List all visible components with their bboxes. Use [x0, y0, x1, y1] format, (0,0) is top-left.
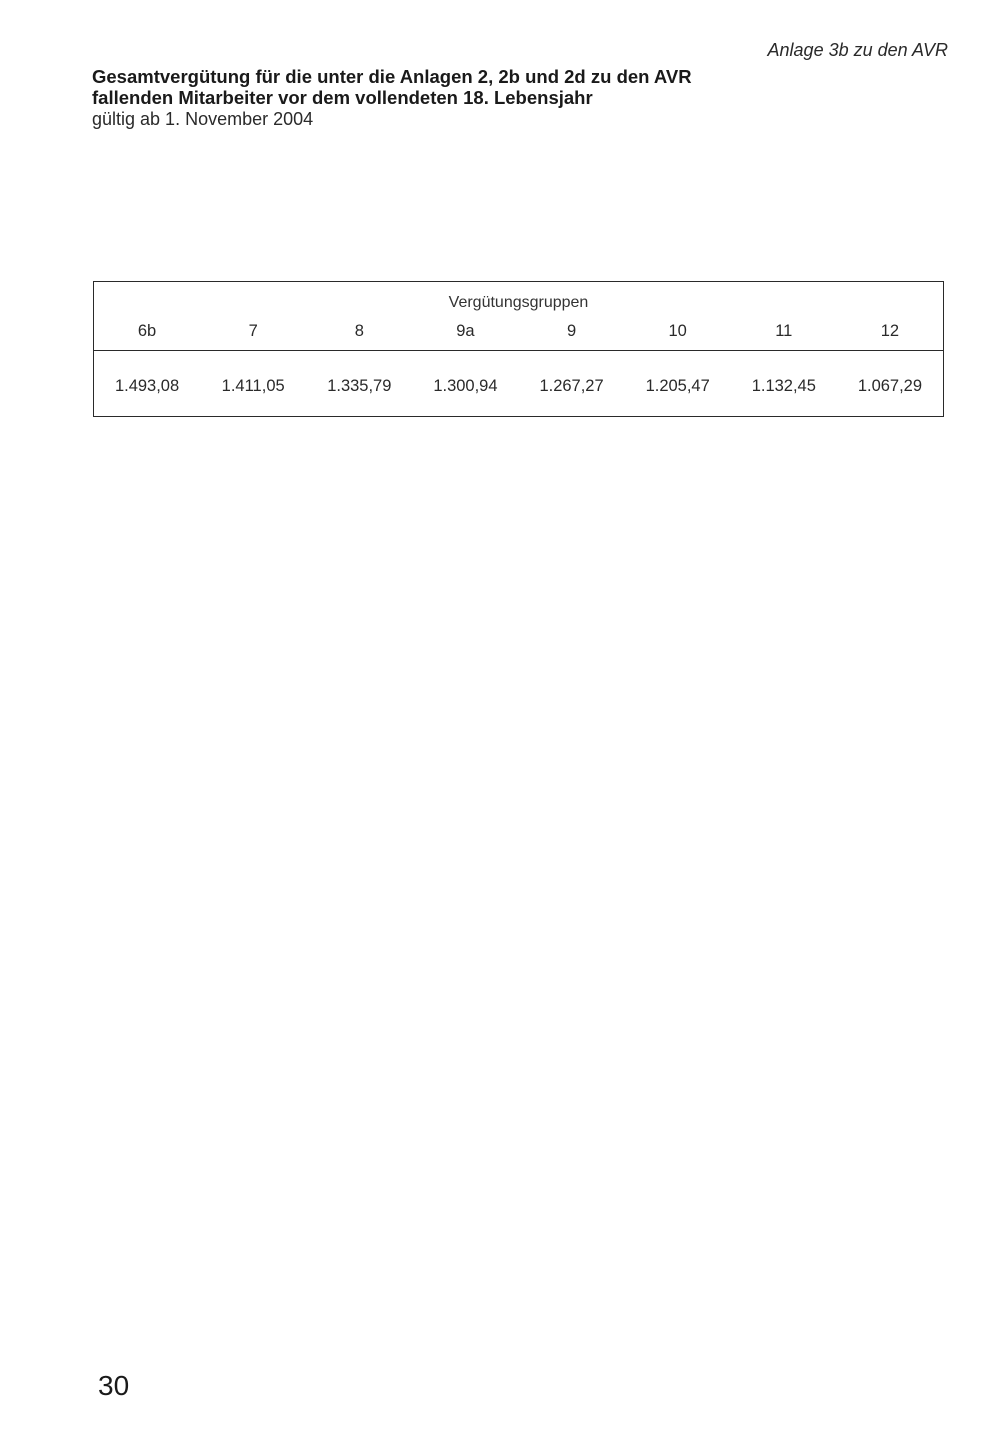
column-header: 10: [668, 322, 687, 340]
table-row: [94, 377, 943, 396]
table-cell: 1.267,27: [539, 377, 604, 395]
salary-table: [93, 281, 944, 417]
title-block: [92, 66, 792, 130]
table-cell: 1.300,94: [433, 377, 498, 395]
column-header: 6b: [137, 322, 157, 340]
column-header: 9a: [456, 322, 475, 340]
table-cell: 1.493,08: [114, 377, 180, 395]
table-cell: 1.335,79: [327, 377, 392, 395]
table-cell: 1.067,29: [857, 377, 923, 395]
header-divider: [94, 350, 943, 351]
column-header: 12: [880, 322, 900, 340]
annex-label: Anlage 3b zu den AVR: [767, 40, 948, 60]
table-cell: 1.132,45: [751, 377, 816, 395]
table-cell: 1.411,05: [221, 377, 285, 395]
column-header: 9: [566, 322, 577, 340]
column-header-row: [94, 322, 943, 341]
document-title-line-2: fallenden Mitarbeiter vor dem vollendeten 18. Lebensjahr: [92, 87, 593, 108]
column-header: 7: [248, 322, 258, 340]
page-number: 30: [98, 1370, 130, 1401]
table-cell: 1.205,47: [645, 377, 710, 395]
column-header: 11: [775, 322, 793, 340]
document-title-line-1: Gesamtvergütung für die unter die Anlagen 2, 2b und 2d zu den AVR: [92, 66, 692, 87]
validity-date: gültig ab 1. November 2004: [92, 109, 314, 129]
column-header: 8: [354, 322, 364, 340]
group-header: Vergütungsgruppen: [448, 294, 589, 311]
